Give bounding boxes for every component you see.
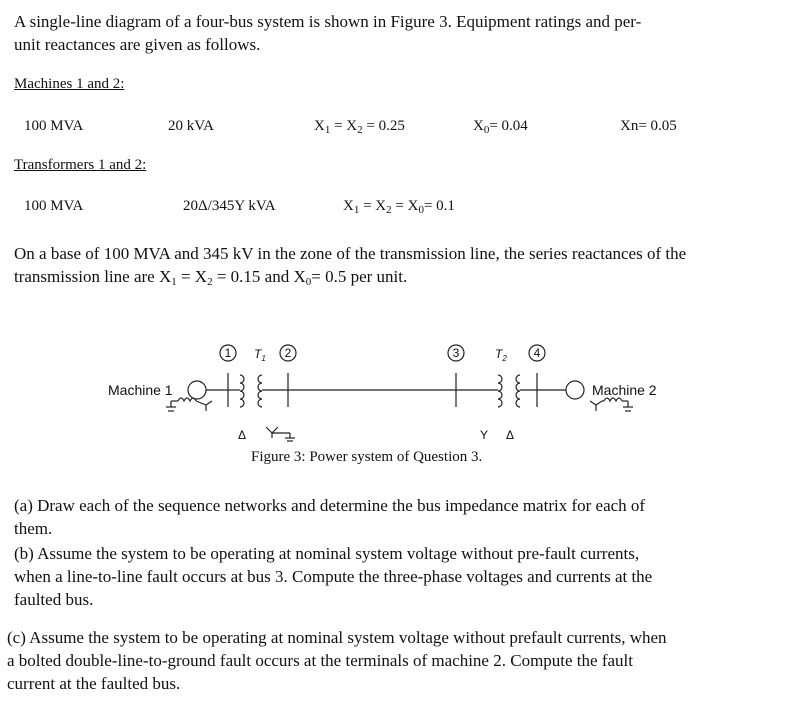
t2-label: $T_2$ [495,347,507,363]
question-c-line-3: current at the faulted bus. [7,674,181,693]
t2-wye-label: Y [479,428,489,442]
t1-primary-winding [240,375,244,407]
question-b-line-2: when a line-to-line fault occurs at bus 3. Compute the three-phase voltages and currents at the [14,567,653,586]
t1-label: $T_1$ [254,347,266,363]
t2-delta-label: Δ [505,428,515,442]
transformers-x: $X_1 = X_2 = X_0= 0.1$ [343,198,455,216]
machine-1-symbol [188,381,206,399]
question-c-line-1: (c) Assume the system to be operating at nominal system voltage without prefault currents, when [7,628,667,647]
t1-delta-label: Δ [237,428,247,442]
figure-caption: Figure 3: Power system of Question 3. [251,449,483,465]
machine-2-label: Machine 2 [592,382,657,398]
bus-4-label: 4 [533,346,541,360]
transformers-base: 100 MVA [24,198,84,214]
transformers-heading: Transformers 1 and 2: [14,157,147,173]
t2-secondary-winding [516,375,520,407]
machines-xn: Xn= 0.05 [620,118,677,134]
question-c-line-2: a bolted double-line-to-ground fault occurs at the terminals of machine 2. Compute the fault [7,651,633,670]
machines-base: 100 MVA [24,118,84,134]
machines-rating: 20 kVA [168,118,214,134]
machine-1-label: Machine 1 [108,382,173,398]
machines-x12: $X_1 = X_2 = 0.25$ [314,118,405,136]
bus-2-label: 2 [284,346,292,360]
machine-2-ground-icon [590,398,633,411]
machine-1-ground-icon [166,398,212,411]
question-b-line-3: faulted bus. [14,590,94,609]
question-a-line-1: (a) Draw each of the sequence networks and determine the bus impedance matrix for each of [14,496,646,515]
t1-secondary-winding [258,375,262,407]
question-a-line-2: them. [14,519,53,538]
t1-wye-grounded-icon [266,427,295,441]
intro-line-2: unit reactances are given as follows. [14,35,261,54]
line-text-1: On a base of 100 MVA and 345 kV in the zone of the transmission line, the series reactances of the [14,244,687,263]
bus-3-label: 3 [452,346,460,360]
question-b-line-1: (b) Assume the system to be operating at nominal system voltage without pre-fault currents, [14,544,640,563]
transformers-rating: 20Δ/345Y kVA [183,198,276,214]
bus-1-label: 1 [224,346,232,360]
machines-x0: $X_0= 0.04$ [473,118,528,136]
line-text-2: transmission line are $X_1 = X_2 = 0.15$ and $X_0= 0.5$ per unit. [14,267,408,288]
t2-primary-winding [498,375,502,407]
intro-line-1: A single-line diagram of a four-bus system is shown in Figure 3. Equipment ratings and per- [14,12,642,31]
machine-2-symbol [566,381,584,399]
machines-heading: Machines 1 and 2: [14,76,125,92]
